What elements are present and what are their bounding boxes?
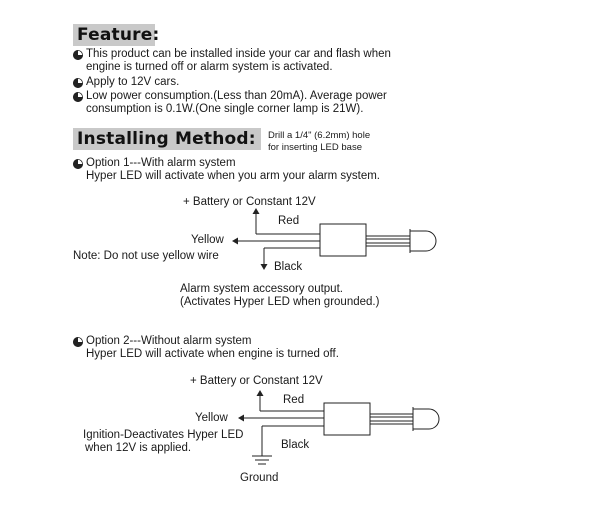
feature-item-3-line2: consumption is 0.1W.(One single corner lamp is 21W). bbox=[86, 103, 364, 115]
drill-note-line1: Drill a 1/4" (6.2mm) hole bbox=[268, 130, 371, 141]
option2-desc: Hyper LED will activate when engine is turned off. bbox=[86, 348, 339, 360]
controller-box bbox=[324, 403, 370, 435]
led-icon bbox=[413, 409, 439, 429]
option1-caption2: (Activates Hyper LED when grounded.) bbox=[180, 296, 380, 308]
bullet-icon bbox=[73, 50, 83, 60]
option2-yellow-label: Yellow bbox=[195, 412, 228, 424]
ground-icon bbox=[252, 456, 272, 464]
option2-ground-label: Ground bbox=[240, 472, 279, 484]
feature-item-3-line1: Low power consumption.(Less than 20mA). Average power bbox=[86, 90, 387, 102]
arrow-up-icon bbox=[257, 390, 264, 396]
drill-note-line2: for inserting LED base bbox=[268, 142, 362, 153]
bullet-icon bbox=[73, 78, 83, 88]
arrow-left-icon bbox=[238, 415, 244, 422]
option1-black-label: Black bbox=[274, 261, 303, 273]
bullet-icon bbox=[73, 337, 83, 347]
option2-red-label: Red bbox=[283, 394, 305, 406]
option2-battery-label: + Battery or Constant 12V bbox=[190, 375, 323, 387]
led-icon bbox=[410, 231, 436, 251]
option2-ignition-line1: Ignition-Deactivates Hyper LED bbox=[83, 429, 244, 441]
option1-title: Option 1---With alarm system bbox=[86, 157, 236, 169]
feature-item-2-line1: Apply to 12V cars. bbox=[86, 76, 180, 88]
option1-desc: Hyper LED will activate when you arm your alarm system. bbox=[86, 170, 380, 182]
option2-ignition-line2: when 12V is applied. bbox=[85, 442, 192, 454]
bullet-icon bbox=[73, 92, 83, 102]
arrow-down-icon bbox=[261, 264, 268, 270]
option1-caption1: Alarm system accessory output. bbox=[180, 283, 343, 295]
option1-red-label: Red bbox=[278, 215, 300, 227]
bullet-icon bbox=[73, 159, 83, 169]
arrow-left-icon bbox=[232, 238, 238, 245]
option2-black-label: Black bbox=[281, 439, 310, 451]
option1-yellow-label: Yellow bbox=[191, 234, 224, 246]
option2-title: Option 2---Without alarm system bbox=[86, 335, 252, 347]
option1-note: Note: Do not use yellow wire bbox=[73, 250, 219, 262]
feature-item-1-line2: engine is turned off or alarm system is activated. bbox=[86, 61, 333, 73]
feature-item-1-line1: This product can be installed inside your car and flash when bbox=[86, 48, 391, 60]
option1-battery-label: + Battery or Constant 12V bbox=[183, 196, 316, 208]
install-heading: Installing Method: bbox=[73, 128, 261, 150]
feature-heading: Feature: bbox=[73, 24, 155, 46]
controller-box bbox=[320, 224, 366, 256]
